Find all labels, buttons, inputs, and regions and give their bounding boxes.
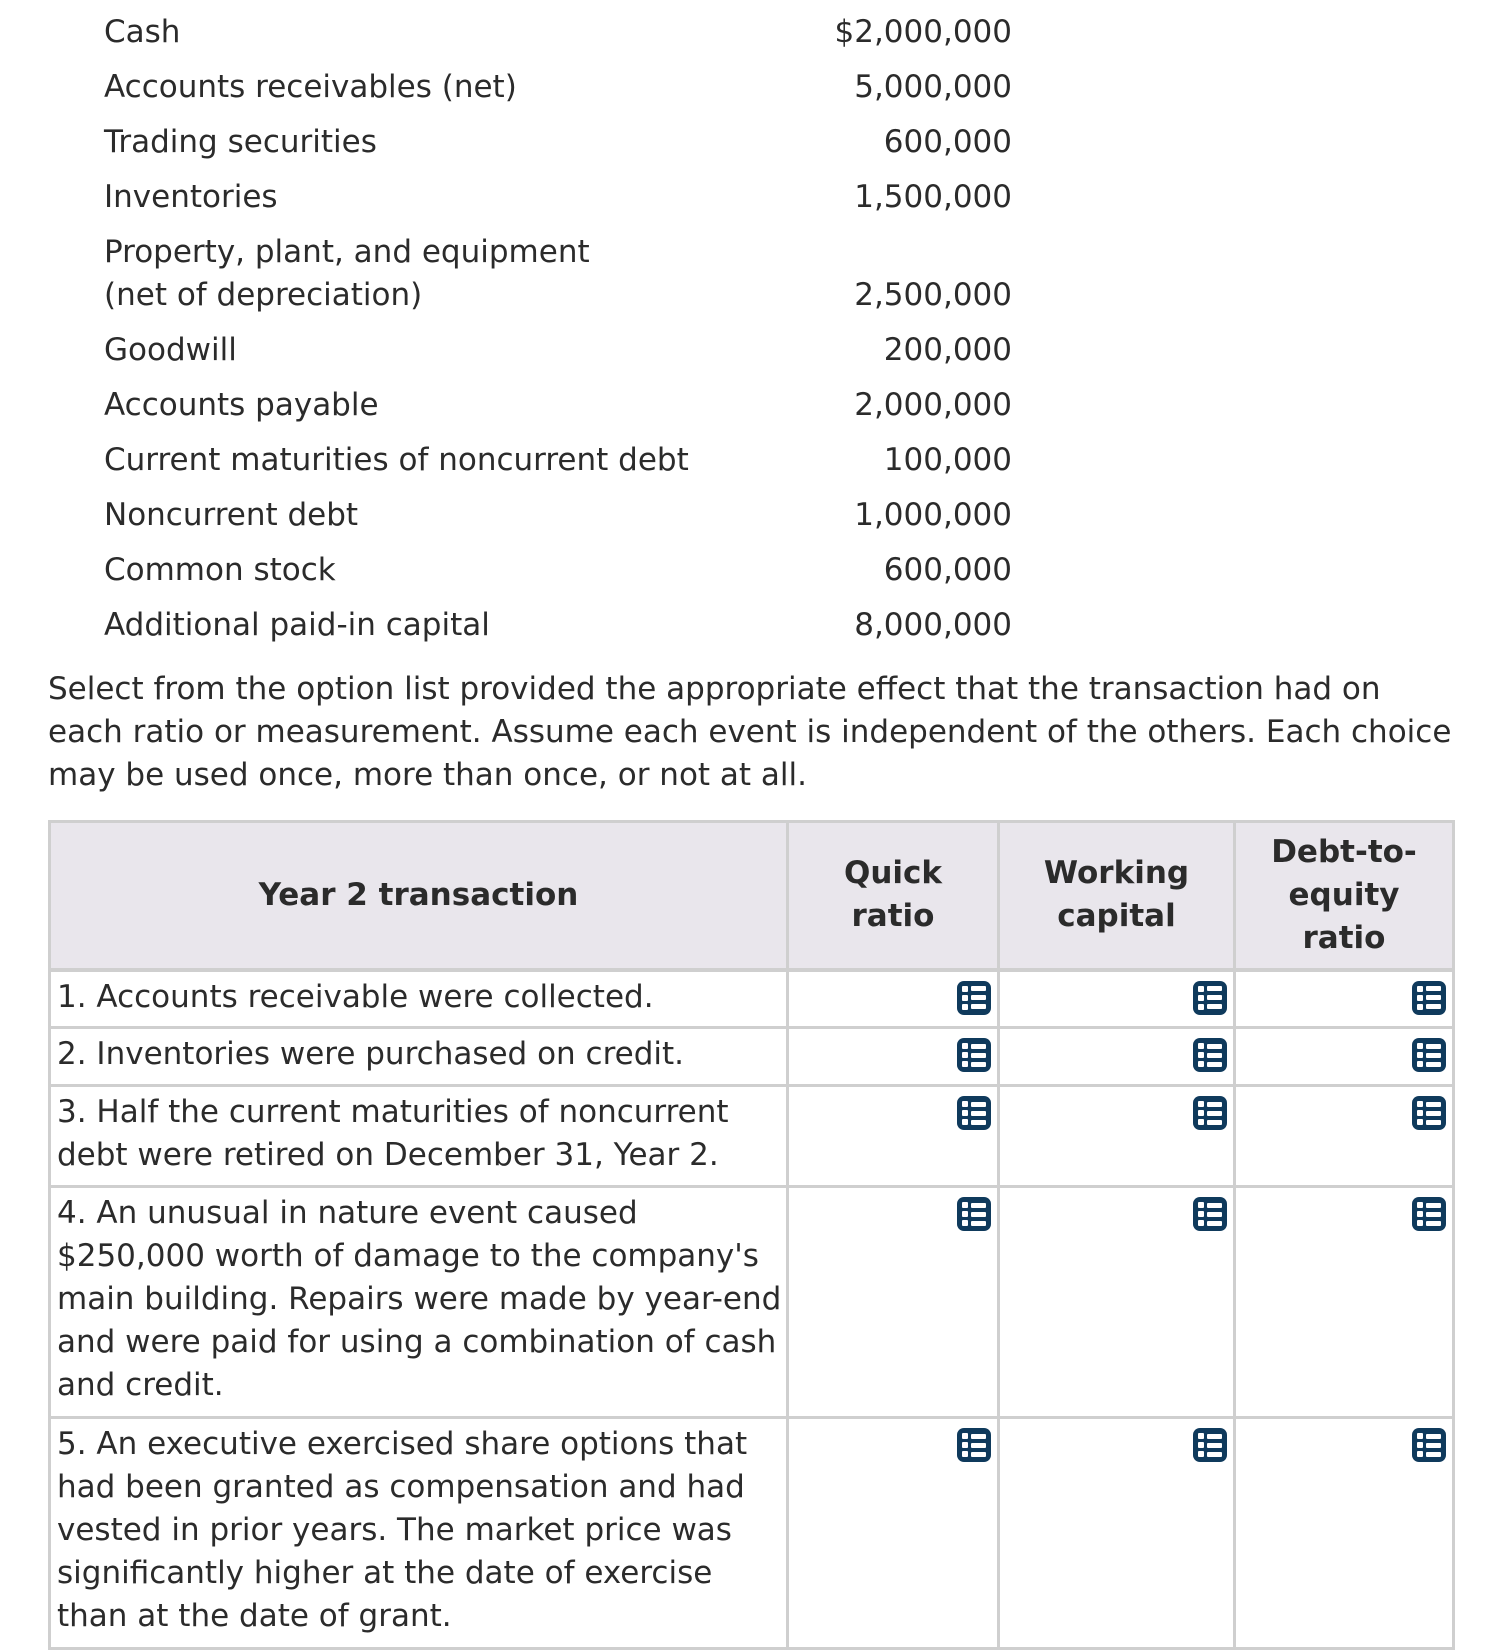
option-list-icon[interactable] — [1193, 1428, 1227, 1462]
quick-ratio-cell — [788, 970, 999, 1028]
balance-row-cash — [104, 6, 1012, 61]
option-list-icon[interactable] — [957, 1096, 991, 1130]
quick-ratio-cell — [788, 1418, 999, 1649]
option-list-icon[interactable] — [1193, 1096, 1227, 1130]
balance-value: $2,000,000 — [834, 14, 1012, 50]
debt-to-equity-cell — [1235, 1187, 1454, 1418]
table-header-row — [50, 822, 1454, 970]
debt-to-equity-cell — [1235, 970, 1454, 1028]
balance-label: Inventories — [104, 179, 278, 215]
balance-row-apic — [104, 599, 1012, 654]
transaction-text: 1. Accounts receivable were collected. — [57, 978, 654, 1015]
option-list-icon[interactable] — [1193, 1197, 1227, 1231]
balance-value: 600,000 — [883, 552, 1012, 588]
balance-label: Cash — [104, 14, 181, 50]
option-list-icon[interactable] — [1412, 1428, 1446, 1462]
balance-label: Additional paid-in capital — [104, 607, 490, 643]
debt-to-equity-cell — [1235, 1418, 1454, 1649]
header-transaction: Year 2 transaction — [50, 822, 788, 970]
transaction-text: 3. Half the current maturities of noncurrent debt were retired on December 31, Year 2. — [57, 1094, 729, 1173]
option-list-icon[interactable] — [1412, 1197, 1446, 1231]
balance-value: 200,000 — [883, 332, 1012, 368]
balance-row-current-maturities — [104, 434, 1012, 489]
debt-to-equity-cell — [1235, 1028, 1454, 1086]
option-list-icon[interactable] — [1193, 981, 1227, 1015]
balance-label-line1: Property, plant, and equipment — [104, 234, 590, 270]
balance-row-common-stock — [104, 544, 1012, 599]
balance-value: 8,000,000 — [854, 607, 1012, 643]
table-row — [50, 1418, 1454, 1649]
instructions-text: Select from the option list provided the appropriate effect that the transaction had on each ratio or measurement. Assume each event is independent of the others. Each choice may be used once, more than once, or not at all. — [48, 671, 1452, 793]
header-debt-to-equity-line1: Debt-to- — [1271, 833, 1417, 870]
quick-ratio-cell — [788, 1028, 999, 1086]
header-debt-to-equity — [1235, 822, 1454, 970]
transaction-cell — [50, 1187, 788, 1418]
balance-label: Current maturities of noncurrent debt — [104, 442, 689, 478]
table-row — [50, 970, 1454, 1028]
transaction-text: 4. An unusual in nature event caused $250,000 worth of damage to the company's main building. Repairs were made by year-end and were paid for using a combination of cash and credit. — [57, 1195, 782, 1403]
header-working-capital-line1: Working — [1043, 855, 1190, 892]
balance-row-noncurrent-debt — [104, 489, 1012, 544]
balance-row-accounts-receivable — [104, 61, 1012, 116]
balance-row-accounts-payable — [104, 379, 1012, 434]
working-capital-cell — [999, 1086, 1235, 1187]
balance-row-goodwill — [104, 324, 1012, 379]
option-list-icon[interactable] — [957, 1428, 991, 1462]
balance-list — [104, 6, 1012, 654]
balance-label-line2: (net of depreciation) — [104, 277, 423, 313]
option-list-icon[interactable] — [957, 981, 991, 1015]
balance-label: Accounts payable — [104, 387, 379, 423]
option-list-icon[interactable] — [957, 1038, 991, 1072]
option-list-icon[interactable] — [1412, 981, 1446, 1015]
transaction-text: 5. An executive exercised share options that had been granted as compensation and had vested in prior years. The market price was significantly higher at the date of exercise than at the date of grant. — [57, 1426, 748, 1634]
header-debt-to-equity-line2: equity ratio — [1288, 876, 1400, 956]
quick-ratio-cell — [788, 1086, 999, 1187]
option-list-icon[interactable] — [957, 1197, 991, 1231]
balance-value: 2,500,000 — [854, 277, 1012, 313]
quick-ratio-cell — [788, 1187, 999, 1418]
transaction-cell — [50, 1418, 788, 1649]
debt-to-equity-cell — [1235, 1086, 1454, 1187]
table-row — [50, 1028, 1454, 1086]
working-capital-cell — [999, 970, 1235, 1028]
transaction-text: 2. Inventories were purchased on credit. — [57, 1036, 685, 1072]
balance-value: 1,500,000 — [854, 179, 1012, 215]
header-working-capital — [999, 822, 1235, 970]
option-list-icon[interactable] — [1193, 1038, 1227, 1072]
balance-label: Common stock — [104, 552, 336, 588]
option-list-icon[interactable] — [1412, 1096, 1446, 1130]
balance-row-trading-securities — [104, 116, 1012, 171]
balance-value: 2,000,000 — [854, 387, 1012, 423]
transaction-table — [48, 820, 1455, 1650]
balance-label — [104, 231, 854, 317]
working-capital-cell — [999, 1028, 1235, 1086]
balance-label: Goodwill — [104, 332, 237, 368]
balance-label: Trading securities — [104, 124, 377, 160]
table-row — [50, 1086, 1454, 1187]
balance-label: Noncurrent debt — [104, 497, 359, 533]
working-capital-cell — [999, 1187, 1235, 1418]
balance-value: 1,000,000 — [854, 497, 1012, 533]
table-row — [50, 1187, 1454, 1418]
transaction-cell — [50, 970, 788, 1028]
balance-value: 5,000,000 — [854, 69, 1012, 105]
transaction-cell — [50, 1086, 788, 1187]
header-working-capital-line2: capital — [1057, 898, 1176, 935]
balance-row-ppe — [104, 226, 1012, 324]
balance-label: Accounts receivables (net) — [104, 69, 517, 105]
balance-value: 600,000 — [883, 124, 1012, 160]
balance-row-inventories — [104, 171, 1012, 226]
header-quick-ratio: Quick ratio — [788, 822, 999, 970]
option-list-icon[interactable] — [1412, 1038, 1446, 1072]
balance-value: 100,000 — [883, 442, 1012, 478]
transaction-cell — [50, 1028, 788, 1086]
working-capital-cell — [999, 1418, 1235, 1649]
